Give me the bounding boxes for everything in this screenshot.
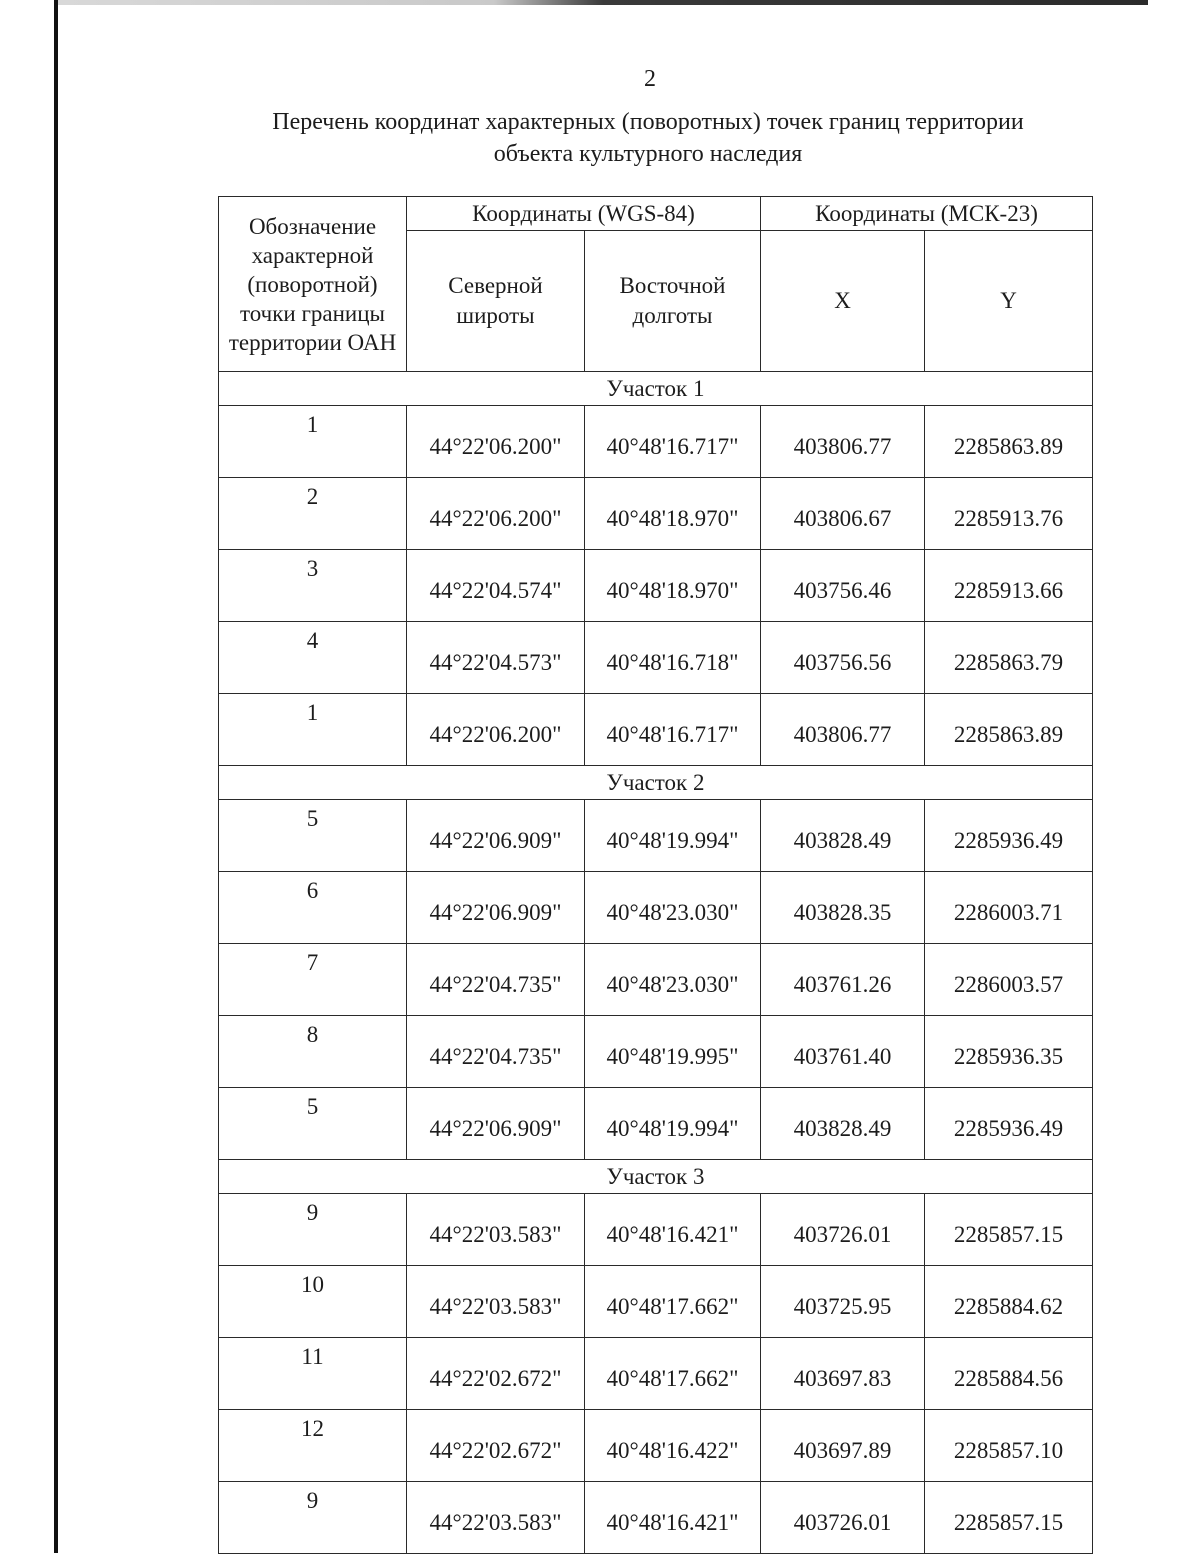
cell-east-longitude: 40°48'16.421" [585, 1194, 761, 1266]
cell-x: 403726.01 [761, 1194, 925, 1266]
cell-point-number: 3 [219, 550, 407, 622]
cell-north-latitude: 44°22'04.735" [407, 944, 585, 1016]
cell-x: 403697.83 [761, 1338, 925, 1410]
coordinates-table-body [219, 372, 1093, 1554]
cell-east-longitude: 40°48'23.030" [585, 944, 761, 1016]
table-row [219, 800, 1093, 872]
table-row [219, 1088, 1093, 1160]
cell-east-longitude: 40°48'18.970" [585, 550, 761, 622]
cell-north-latitude: 44°22'06.200" [407, 478, 585, 550]
cell-point-number: 10 [219, 1266, 407, 1338]
cell-point-number: 2 [219, 478, 407, 550]
cell-y: 2286003.71 [925, 872, 1093, 944]
cell-north-latitude: 44°22'06.909" [407, 872, 585, 944]
cell-north-latitude: 44°22'03.583" [407, 1194, 585, 1266]
header-north: Северной широты [407, 231, 585, 372]
header-wgs-group: Координаты (WGS-84) [407, 197, 761, 231]
table-row [219, 1194, 1093, 1266]
table-row [219, 1016, 1093, 1088]
cell-x: 403761.40 [761, 1016, 925, 1088]
cell-north-latitude: 44°22'03.583" [407, 1482, 585, 1554]
cell-north-latitude: 44°22'02.672" [407, 1338, 585, 1410]
table-row [219, 1266, 1093, 1338]
cell-north-latitude: 44°22'06.909" [407, 800, 585, 872]
cell-point-number: 1 [219, 406, 407, 478]
cell-north-latitude: 44°22'06.909" [407, 1088, 585, 1160]
header-designation: Обозначение характерной (поворотной) точки границы территории ОАН [219, 197, 407, 372]
cell-y: 2285884.62 [925, 1266, 1093, 1338]
cell-x: 403756.46 [761, 550, 925, 622]
cell-y: 2285863.89 [925, 406, 1093, 478]
cell-point-number: 9 [219, 1482, 407, 1554]
cell-x: 403806.77 [761, 694, 925, 766]
table-row [219, 1482, 1093, 1554]
cell-east-longitude: 40°48'19.994" [585, 1088, 761, 1160]
cell-point-number: 5 [219, 800, 407, 872]
cell-y: 2286003.57 [925, 944, 1093, 1016]
cell-east-longitude: 40°48'16.718" [585, 622, 761, 694]
cell-north-latitude: 44°22'06.200" [407, 406, 585, 478]
table-row [219, 944, 1093, 1016]
table-row [219, 872, 1093, 944]
page-number: 2 [644, 66, 656, 92]
cell-y: 2285857.15 [925, 1194, 1093, 1266]
cell-north-latitude: 44°22'04.735" [407, 1016, 585, 1088]
table-row [219, 550, 1093, 622]
cell-east-longitude: 40°48'16.717" [585, 406, 761, 478]
header-msk-group: Координаты (МСК-23) [761, 197, 1093, 231]
cell-x: 403756.56 [761, 622, 925, 694]
cell-y: 2285857.15 [925, 1482, 1093, 1554]
cell-north-latitude: 44°22'06.200" [407, 694, 585, 766]
cell-x: 403828.49 [761, 1088, 925, 1160]
cell-north-latitude: 44°22'03.583" [407, 1266, 585, 1338]
scan-left-edge [54, 0, 58, 1553]
cell-east-longitude: 40°48'19.994" [585, 800, 761, 872]
cell-north-latitude: 44°22'02.672" [407, 1410, 585, 1482]
cell-x: 403806.67 [761, 478, 925, 550]
coordinates-table [218, 196, 1093, 1554]
table-row [219, 1338, 1093, 1410]
cell-point-number: 11 [219, 1338, 407, 1410]
cell-y: 2285936.49 [925, 800, 1093, 872]
cell-y: 2285884.56 [925, 1338, 1093, 1410]
table-row [219, 478, 1093, 550]
cell-y: 2285863.79 [925, 622, 1093, 694]
cell-east-longitude: 40°48'16.717" [585, 694, 761, 766]
document-title [230, 106, 1066, 170]
header-x: X [761, 231, 925, 372]
cell-point-number: 7 [219, 944, 407, 1016]
cell-y: 2285857.10 [925, 1410, 1093, 1482]
title-line-1: Перечень координат характерных (поворотных) точек границ территории [272, 109, 1024, 135]
cell-x: 403761.26 [761, 944, 925, 1016]
cell-x: 403726.01 [761, 1482, 925, 1554]
section-row [219, 1160, 1093, 1194]
cell-x: 403725.95 [761, 1266, 925, 1338]
header-east: Восточной долготы [585, 231, 761, 372]
cell-east-longitude: 40°48'16.422" [585, 1410, 761, 1482]
table-row [219, 406, 1093, 478]
cell-east-longitude: 40°48'17.662" [585, 1266, 761, 1338]
scan-top-edge [58, 0, 1148, 5]
cell-east-longitude: 40°48'17.662" [585, 1338, 761, 1410]
section-row [219, 766, 1093, 800]
section-label: Участок 2 [219, 766, 1093, 800]
cell-y: 2285936.49 [925, 1088, 1093, 1160]
section-label: Участок 3 [219, 1160, 1093, 1194]
cell-point-number: 6 [219, 872, 407, 944]
table-row [219, 694, 1093, 766]
table-row [219, 1410, 1093, 1482]
cell-east-longitude: 40°48'19.995" [585, 1016, 761, 1088]
cell-north-latitude: 44°22'04.574" [407, 550, 585, 622]
cell-y: 2285913.76 [925, 478, 1093, 550]
cell-point-number: 4 [219, 622, 407, 694]
table-row [219, 622, 1093, 694]
cell-east-longitude: 40°48'23.030" [585, 872, 761, 944]
cell-point-number: 1 [219, 694, 407, 766]
section-label: Участок 1 [219, 372, 1093, 406]
cell-y: 2285863.89 [925, 694, 1093, 766]
cell-x: 403828.49 [761, 800, 925, 872]
cell-y: 2285913.66 [925, 550, 1093, 622]
cell-x: 403828.35 [761, 872, 925, 944]
cell-y: 2285936.35 [925, 1016, 1093, 1088]
header-row-groups [219, 197, 1093, 231]
cell-x: 403697.89 [761, 1410, 925, 1482]
title-line-2: объекта культурного наследия [493, 141, 803, 167]
cell-point-number: 12 [219, 1410, 407, 1482]
header-y: Y [925, 231, 1093, 372]
cell-east-longitude: 40°48'18.970" [585, 478, 761, 550]
cell-north-latitude: 44°22'04.573" [407, 622, 585, 694]
cell-point-number: 9 [219, 1194, 407, 1266]
cell-point-number: 5 [219, 1088, 407, 1160]
cell-x: 403806.77 [761, 406, 925, 478]
cell-east-longitude: 40°48'16.421" [585, 1482, 761, 1554]
cell-point-number: 8 [219, 1016, 407, 1088]
section-row [219, 372, 1093, 406]
